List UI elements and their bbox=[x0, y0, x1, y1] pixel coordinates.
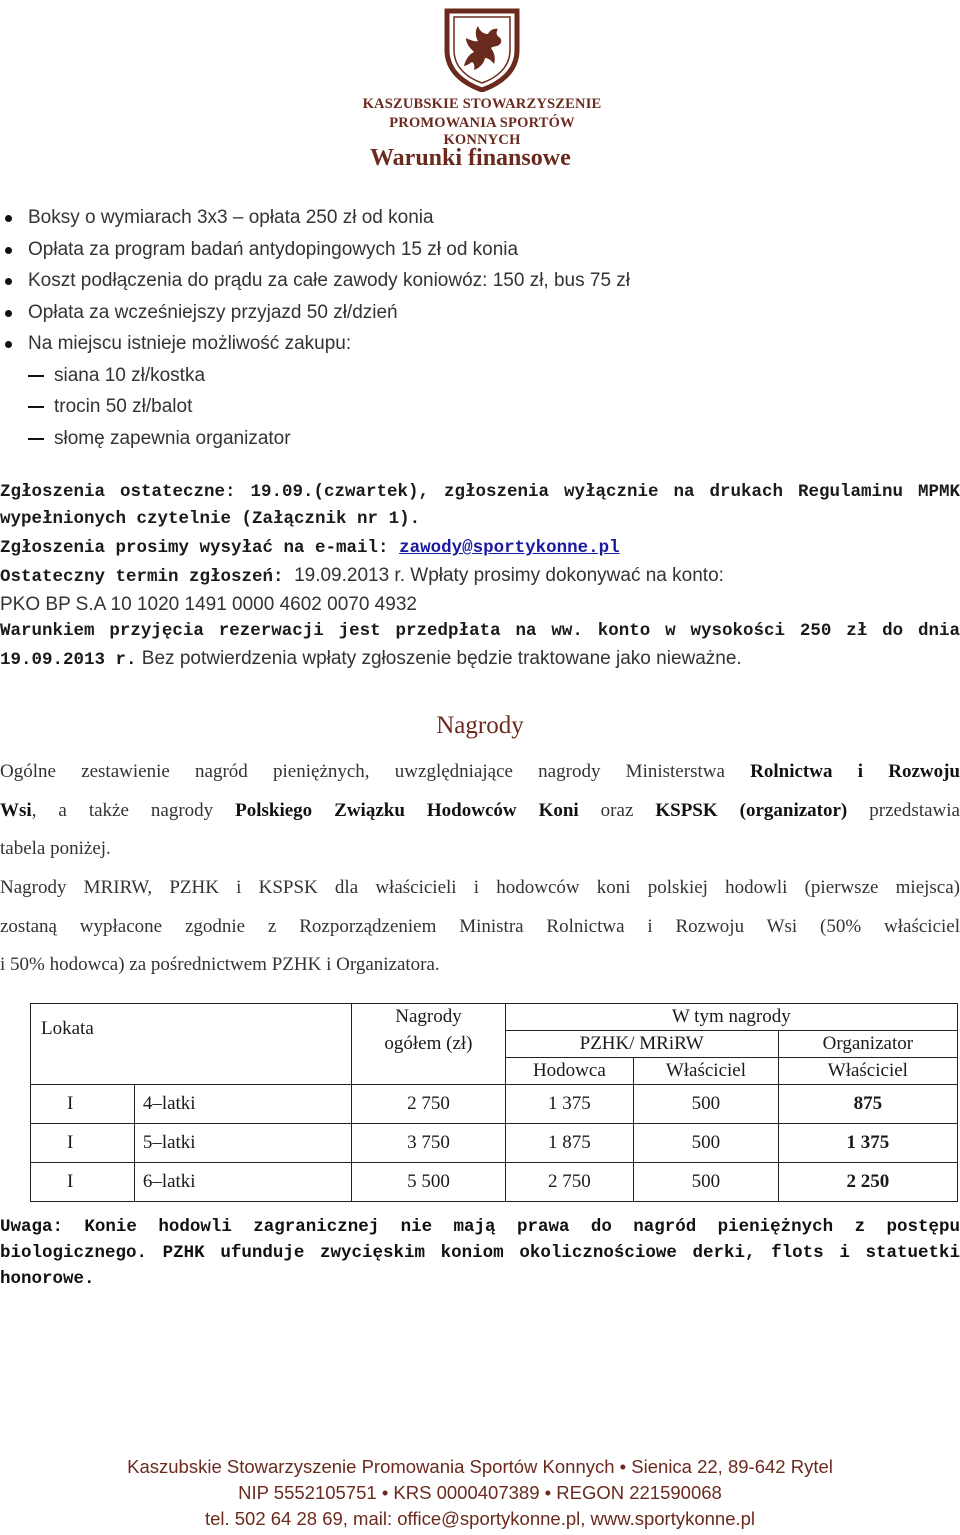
list-item: Na miejscu istnieje możliwość zakupu: bbox=[0, 330, 630, 362]
registration-section bbox=[0, 479, 960, 674]
prizes-table bbox=[30, 1003, 958, 1202]
footer-address: Kaszubskie Stowarzyszenie Promowania Sportów Konnych • Sienica 22, 89-642 Rytel bbox=[127, 1456, 833, 1477]
prizes-paragraph-2: Nagrody MRIRW, PZHK i KSPSK dla właścicieli i hodowców koni polskiej hodowli (pierwsze miejsca) zostaną wypłacone zgodnie z Rozporządzeniem Ministra Rolnictwa i Rozwoju Wsi (50% właściciel i 50% hodowca) za pośrednictwem PZHK i Organizatora. bbox=[0, 877, 960, 975]
registration-line3: Zgłoszenia prosimy wysyłać na e-mail: zawody@sportykonne.pl bbox=[0, 538, 620, 558]
prizes-paragraph-1: Ogólne zestawienie nagród pieniężnych, uwzględniające nagrody Ministerstwa Rolnictwa i Rozwoju Wsi, a także nagrody Polskiego Związku Hodowców Koni oraz KSPSK (organizator) przedstawia tabela poniżej. bbox=[0, 761, 960, 859]
header-owner: Właściciel bbox=[634, 1058, 779, 1085]
registration-line6: Warunkiem przyjęcia rezerwacji jest przedpłata na ww. konto w wysokości 250 zł do dnia bbox=[0, 621, 960, 641]
header-total-line1: Nagrody bbox=[352, 1004, 505, 1031]
sub-list-item: słomę zapewnia organizator bbox=[0, 425, 630, 457]
bullet-icon bbox=[5, 310, 12, 317]
table-row: I 4–latki 2 750 1 375 500 875 bbox=[31, 1085, 958, 1124]
org-name-line2: PROMOWANIA SPORTÓW KONNYCH bbox=[389, 115, 575, 148]
table-row: I 6–latki 5 500 2 750 500 2 250 bbox=[31, 1163, 958, 1202]
note-paragraph: Uwaga: Konie hodowli zagranicznej nie mają prawa do nagród pieniężnych z postępu biologicznego. PZHK ufunduje zwycięskim koniom okolicznościowe derki, flots i statuetki honorowe. bbox=[0, 1217, 960, 1289]
header-breeder: Hodowca bbox=[505, 1058, 634, 1085]
list-item: Opłata za program badań antydopingowych 15 zł od konia bbox=[0, 236, 630, 268]
bullet-icon bbox=[5, 247, 12, 254]
registration-line2: wypełnionych czytelnie (Załącznik nr 1). bbox=[0, 509, 421, 529]
header-total-line2: ogółem (zł) bbox=[352, 1031, 505, 1058]
registration-line1: Zgłoszenia ostateczne: 19.09.(czwartek), zgłoszenia wyłącznie na drukach Regulaminu MPMK bbox=[0, 482, 960, 502]
organization-logo bbox=[352, 8, 612, 148]
griffin-shield-icon bbox=[444, 8, 520, 92]
email-link[interactable]: zawody@sportykonne.pl bbox=[399, 538, 620, 558]
table-row: I 5–latki 3 750 1 875 500 1 375 bbox=[31, 1124, 958, 1163]
footer-registry: NIP 5552105751 • KRS 0000407389 • REGON 221590068 bbox=[238, 1482, 722, 1503]
header-group: W tym nagrody bbox=[505, 1004, 957, 1031]
registration-line7: 19.09.2013 r. Bez potwierdzenia wpłaty zgłoszenie będzie traktowane jako nieważne. bbox=[0, 648, 742, 670]
page-footer bbox=[0, 1454, 960, 1532]
sub-list-item: trocin 50 zł/balot bbox=[0, 393, 630, 425]
prizes-title: Nagrody bbox=[436, 712, 524, 739]
bullet-icon bbox=[5, 215, 12, 222]
dash-icon bbox=[28, 375, 44, 377]
sub-list-item: siana 10 zł/kostka bbox=[0, 362, 630, 394]
list-item: Opłata za wcześniejszy przyjazd 50 zł/dzień bbox=[0, 299, 630, 331]
org-name-line1: KASZUBSKIE STOWARZYSZENIE bbox=[362, 96, 602, 112]
bullet-icon bbox=[5, 278, 12, 285]
header-organizer: Organizator bbox=[778, 1031, 957, 1058]
header-lokata: Lokata bbox=[31, 1004, 352, 1085]
footer-contact: tel. 502 64 28 69, mail: office@sportykonne.pl, www.sportykonne.pl bbox=[204, 1508, 756, 1529]
bullet-icon bbox=[5, 341, 12, 348]
header-pzhk: PZHK/ MRiRW bbox=[505, 1031, 778, 1058]
registration-line4: Ostateczny termin zgłoszeń: 19.09.2013 r. Wpłaty prosimy dokonywać na konto: bbox=[0, 565, 724, 587]
finance-title: Warunki finansowe bbox=[370, 145, 571, 171]
finance-list bbox=[0, 204, 630, 456]
dash-icon bbox=[28, 438, 44, 440]
list-item: Koszt podłączenia do prądu za całe zawody koniowóz: 150 zł, bus 75 zł bbox=[0, 267, 630, 299]
dash-icon bbox=[28, 406, 44, 408]
bank-account: PKO BP S.A 10 1020 1491 0000 4602 0070 4932 bbox=[0, 594, 417, 615]
header-owner-organizer: Właściciel bbox=[778, 1058, 957, 1085]
list-item: Boksy o wymiarach 3x3 – opłata 250 zł od konia bbox=[0, 204, 630, 236]
